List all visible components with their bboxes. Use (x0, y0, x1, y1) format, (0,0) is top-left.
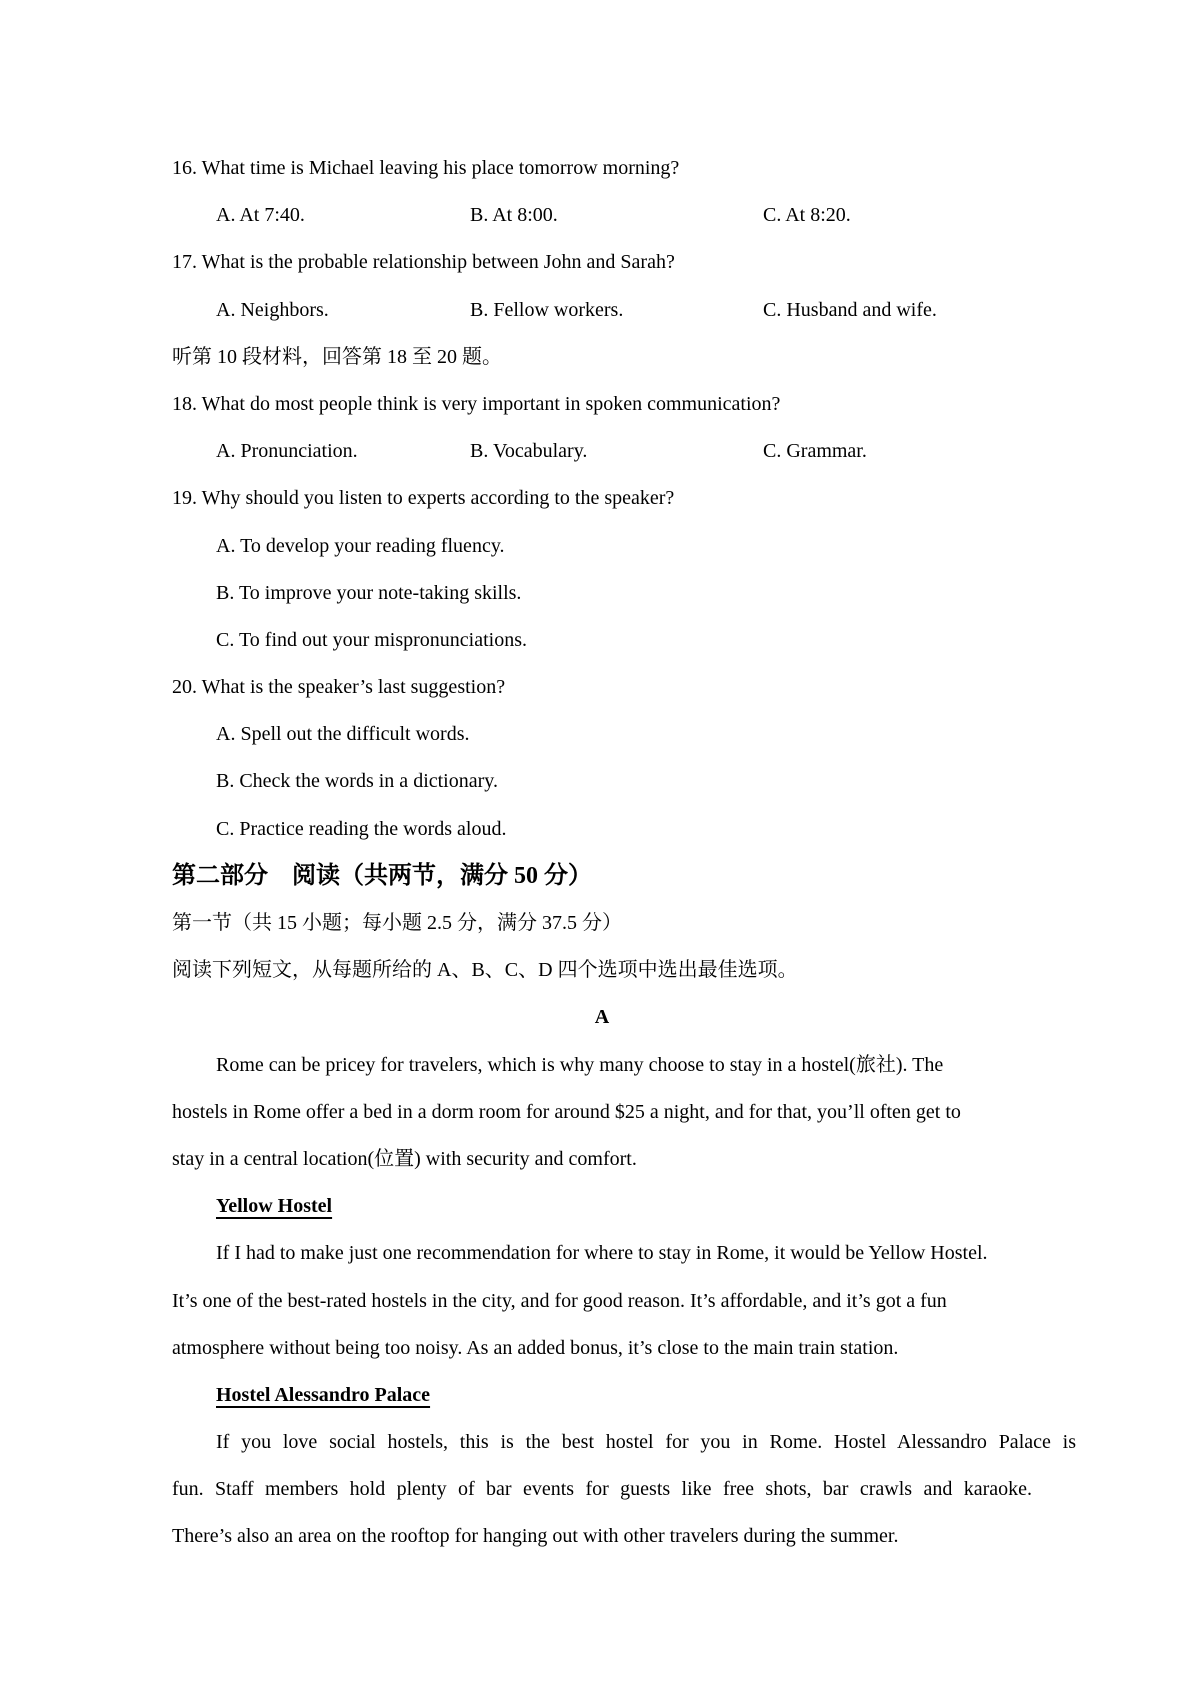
question-20-text: 20. What is the speaker’s last suggestion? (172, 676, 506, 699)
question-17-option-c: C. Husband and wife. (763, 298, 937, 321)
question-18-text: 18. What do most people think is very important in spoken communication? (172, 392, 781, 415)
hostel-heading-alessandro (172, 1372, 1032, 1419)
question-17-option-a: A. Neighbors. (216, 298, 329, 321)
hostel-yellow-line: atmosphere without being too noisy. As an added bonus, it’s close to the main train station. (172, 1336, 899, 1359)
question-17-option-b: B. Fellow workers. (470, 298, 624, 321)
part-two-heading: 第二部分 阅读（共两节，满分 50 分） (172, 862, 592, 889)
question-16-option-b: B. At 8:00. (470, 204, 558, 227)
hostel-yellow-line: It’s one of the best-rated hostels in the city, and for good reason. It’s affordable, and it’s got a fun (172, 1289, 947, 1312)
question-17-options (172, 287, 1032, 334)
question-20-option-b: B. Check the words in a dictionary. (216, 770, 498, 793)
question-17-text: 17. What is the probable relationship between John and Sarah? (172, 251, 675, 274)
question-16-option-c: C. At 8:20. (763, 204, 851, 227)
hostel-alessandro-line: There’s also an area on the rooftop for hanging out with other travelers during the summer. (172, 1525, 899, 1548)
question-16-options (172, 192, 1032, 239)
passage-intro-line: Rome can be pricey for travelers, which is why many choose to stay in a hostel(旅社). The (216, 1053, 944, 1076)
passage-label: A (594, 1006, 610, 1029)
hostel-heading-yellow (172, 1183, 1032, 1230)
question-18-option-c: C. Grammar. (763, 440, 867, 463)
question-19-option-c: C. To find out your mispronunciations. (216, 628, 527, 651)
hostel-name: Yellow Hostel (216, 1195, 333, 1218)
reading-instruction: 阅读下列短文，从每题所给的 A、B、C、D 四个选项中选出最佳选项。 (172, 959, 798, 982)
question-20-option-a: A. Spell out the difficult words. (216, 723, 470, 746)
question-18-options (172, 428, 1032, 475)
question-19-text: 19. Why should you listen to experts according to the speaker? (172, 487, 675, 510)
passage-intro-line: hostels in Rome offer a bed in a dorm room for around $25 a night, and for that, you’ll often get to (172, 1100, 961, 1123)
question-18-option-b: B. Vocabulary. (470, 440, 588, 463)
listening-material-note: 听第 10 段材料，回答第 18 至 20 题。 (172, 345, 502, 368)
passage-intro-line: stay in a central location(位置) with security and comfort. (172, 1147, 637, 1170)
hostel-name: Hostel Alessandro Palace (216, 1383, 431, 1406)
hostel-alessandro-line: fun. Staff members hold plenty of bar events for guests like free shots, bar crawls and karaoke. (172, 1478, 1032, 1501)
question-20-option-c: C. Practice reading the words aloud. (216, 817, 507, 840)
question-18-option-a: A. Pronunciation. (216, 440, 358, 463)
question-16-text: 16. What time is Michael leaving his place tomorrow morning? (172, 157, 680, 179)
hostel-alessandro-line: If you love social hostels, this is the best hostel for you in Rome. Hostel Alessandro Palace is (216, 1431, 1076, 1454)
question-19-option-b: B. To improve your note-taking skills. (216, 581, 522, 604)
section-one-heading: 第一节（共 15 小题；每小题 2.5 分，满分 37.5 分） (172, 912, 622, 934)
question-19-option-a: A. To develop your reading fluency. (216, 534, 505, 557)
hostel-yellow-line: If I had to make just one recommendation for where to stay in Rome, it would be Yellow Hostel. (216, 1242, 988, 1265)
question-16-option-a: A. At 7:40. (216, 204, 305, 227)
